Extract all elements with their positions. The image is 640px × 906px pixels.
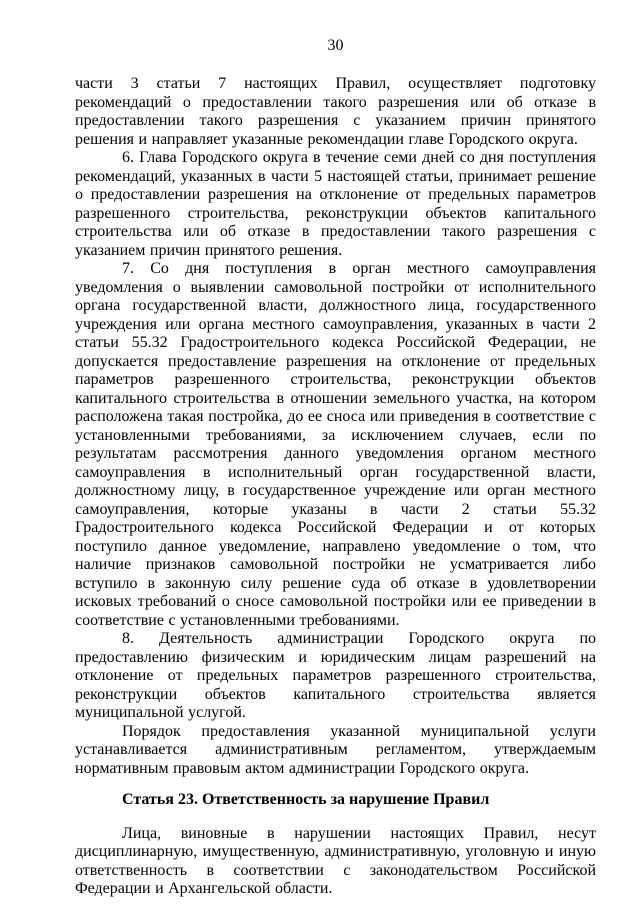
paragraph-item-8: 8. Деятельность администрации Городского округа по предоставлению физическим и юридическим лицам разрешений на отклонение от предельных параметров разрешенного строительства, реконструкции объектов капитального строительства является муниципальной услугой.: [75, 630, 596, 721]
article-23-heading: Статья 23. Ответственность за нарушение Правил: [122, 791, 490, 808]
document-body: [75, 75, 596, 899]
paragraph-municipal-service-order: Порядок предоставления указанной муниципальной услуги устанавливается административным регламентом, утверждаемым нормативным правовым актом администрации Городского округа.: [75, 722, 596, 777]
paragraph-item-7: 7. Со дня поступления в орган местного самоуправления уведомления о выявлении самовольной постройки от исполнительного органа государственной власти, должностного лица, государственного учреждения или органа местного самоуправления, указанных в части 2 статьи 55.32 Градостроительного кодекса Российской Федерации, не допускается предоставление разрешения на отклонение от предельных параметров разрешенного строительства, реконструкции объектов капитального строительства в отношении земельного участка, на котором расположена такая постройка, до ее сноса или приведения в соответствие с установленными требованиями, за исключением случаев, если по результатам рассмотрения данного уведомления органом местного самоуправления в исполнительный орган государственной власти, должностному лицу, в государственное учреждение или орган местного самоуправления, которые указаны в части 2 статьи 55.32 Градостроительного кодекса Российской Федерации и от которых поступило данное уведомление, направлено уведомление о том, что наличие признаков самовольной постройки не усматривается либо вступило в законную силу решение суда об отказе в удовлетворении исковых требований о сносе самовольной постройки или ее приведении в соответствие с установленными требованиями.: [75, 260, 596, 629]
paragraph-item-6: 6. Глава Городского округа в течение семи дней со дня поступления рекомендаций, указанных в части 5 настоящей статьи, принимает решение о предоставлении разрешения на отклонение от предельных параметров разрешенного строительства, реконструкции объектов капитального строительства или об отказе в предоставлении такого разрешения с указанием причин принятого решения.: [75, 149, 596, 259]
paragraph-part5-continuation: части 3 статьи 7 настоящих Правил, осуществляет подготовку рекомендаций о предоставлении такого разрешения или об отказе в предоставлении такого разрешения с указанием причин принятого решения и направляет указанные рекомендации главе Городского округа.: [75, 75, 596, 148]
page-number: 30: [327, 37, 344, 54]
paragraph-liability: Лица, виновные в нарушении настоящих Правил, несут дисциплинарную, имущественную, административную, уголовную и иную ответственность в соответствии с законодательством Российской Федерации и Архангельской области.: [75, 824, 596, 897]
